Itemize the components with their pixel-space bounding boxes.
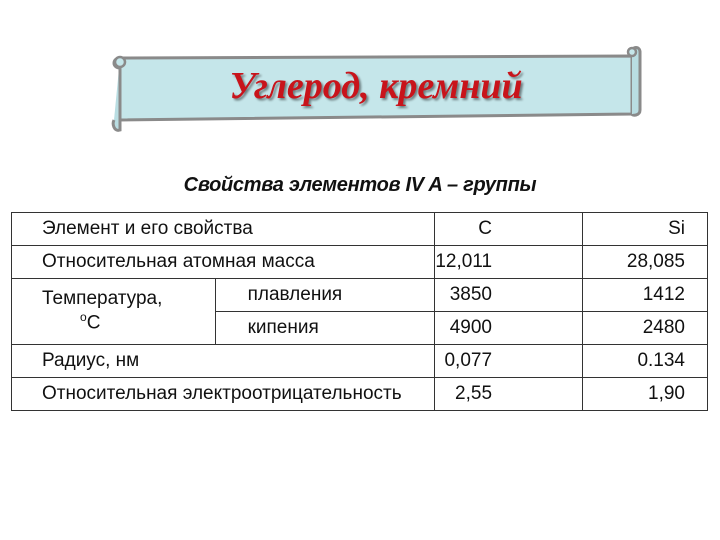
degree-sign: o [80,310,87,325]
table-header-row [12,213,708,246]
temperature-unit [42,310,215,334]
melting-label: плавления [215,279,435,312]
slide-title: Углерод, кремний [229,65,523,107]
table-row-electronegativity [12,378,708,411]
radius-carbon: 0,077 [435,345,583,378]
boiling-label: кипения [215,312,435,345]
melting-carbon: 3850 [435,279,583,312]
header-carbon: C [435,213,583,246]
radius-silicon: 0.134 [583,345,708,378]
temperature-label-line1: Температура, [42,288,163,310]
electronegativity-label: Относительная электроотрицательность [12,378,435,411]
table-row-melting [12,279,708,312]
properties-table [11,212,708,411]
table-row-mass [12,246,708,279]
celsius-unit: C [86,312,101,334]
boiling-carbon: 4900 [435,312,583,345]
temperature-label [12,279,216,345]
table-row-radius [12,345,708,378]
header-silicon: Si [583,213,708,246]
table-heading: Свойства элементов IV A – группы [183,174,537,196]
title-banner [110,44,642,136]
mass-label: Относительная атомная масса [12,246,435,279]
header-label: Элемент и его свойства [12,213,435,246]
mass-carbon: 12,011 [435,246,583,279]
mass-silicon: 28,085 [583,246,708,279]
melting-silicon: 1412 [583,279,708,312]
electronegativity-carbon: 2,55 [435,378,583,411]
radius-label: Радиус, нм [12,345,435,378]
boiling-silicon: 2480 [583,312,708,345]
electronegativity-silicon: 1,90 [583,378,708,411]
